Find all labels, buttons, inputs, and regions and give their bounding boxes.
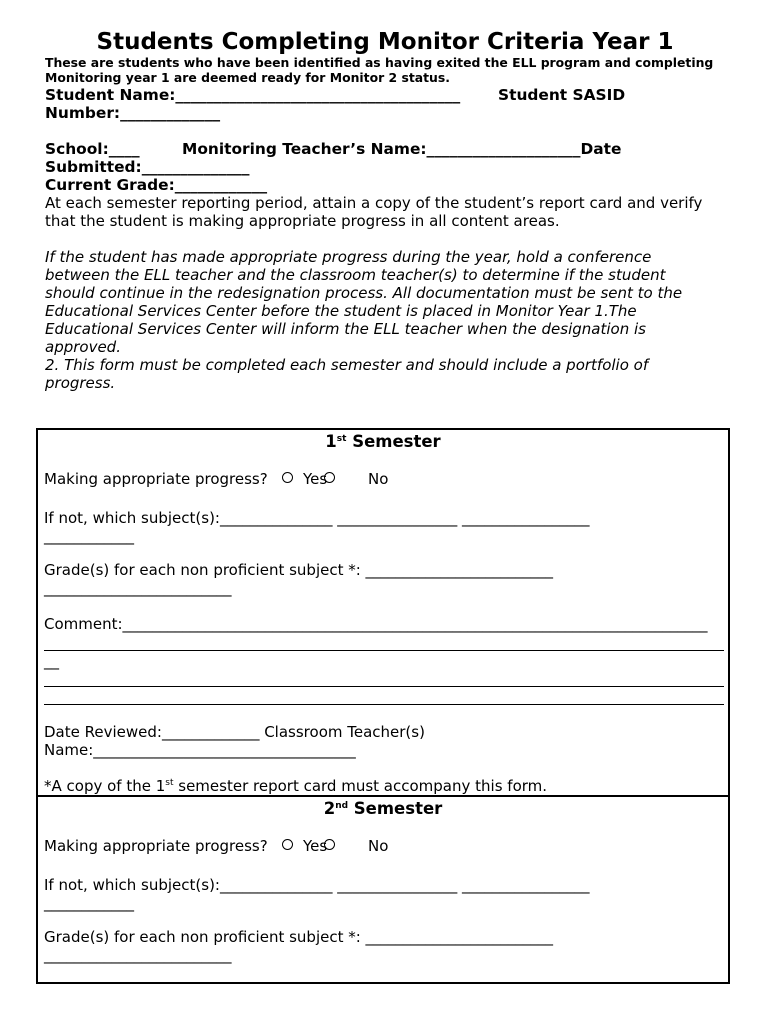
progress-question: Making appropriate progress? bbox=[44, 837, 268, 855]
note-text-end: semester report card must accompany this form. bbox=[173, 777, 548, 795]
yes-label: Yes bbox=[303, 470, 328, 488]
intro-text bbox=[45, 55, 735, 85]
semester-2-subjects-field[interactable]: If not, which subject(s):_______________ ________________ _________________ bbox=[44, 876, 590, 894]
semester-2-subjects-field-cont[interactable]: ____________ bbox=[44, 894, 134, 912]
semester-2-number: 2 bbox=[323, 799, 336, 818]
yes-radio[interactable] bbox=[282, 470, 293, 488]
instruction-line: approved. bbox=[45, 338, 121, 356]
student-sasid-label: Student SASID bbox=[498, 86, 626, 104]
current-grade-field[interactable]: Current Grade:____________ bbox=[45, 176, 268, 194]
no-radio[interactable] bbox=[324, 837, 335, 855]
monitoring-teacher-field[interactable]: Monitoring Teacher’s Name:____________________Date bbox=[182, 140, 622, 158]
yes-label: Yes bbox=[303, 837, 328, 855]
semester-2-grades-field-cont[interactable]: _________________________ bbox=[44, 946, 232, 964]
semester-2-title-text: Semester bbox=[348, 799, 443, 818]
instruction-line: progress. bbox=[45, 374, 116, 392]
progress-question: Making appropriate progress? bbox=[44, 470, 268, 488]
semester-1-progress-row bbox=[44, 470, 389, 488]
intro-line-2: Monitoring year 1 are deemed ready for Monitor 2 status. bbox=[45, 70, 450, 85]
school-row bbox=[45, 140, 745, 158]
school-field[interactable]: School:____ bbox=[45, 140, 140, 158]
yes-radio[interactable] bbox=[282, 837, 293, 855]
page-title: Students Completing Monitor Criteria Year 1 bbox=[96, 29, 674, 55]
semester-2-title bbox=[36, 799, 730, 819]
semester-2-grades-field[interactable]: Grade(s) for each non proficient subject *: _________________________ bbox=[44, 928, 554, 946]
semester-1-grades-field-cont[interactable]: _________________________ bbox=[44, 579, 232, 597]
no-label: No bbox=[368, 470, 389, 488]
intro-line-1: These are students who have been identified as having exited the ELL program and completing bbox=[45, 55, 714, 70]
semester-1-suffix: st bbox=[336, 434, 347, 444]
comment-line[interactable] bbox=[44, 650, 724, 651]
instruction-line: 2. This form must be completed each semester and should include a portfolio of bbox=[45, 356, 649, 374]
instructions-paragraph-1 bbox=[45, 194, 735, 230]
semester-1-subjects-field[interactable]: If not, which subject(s):_______________ ________________ _________________ bbox=[44, 509, 590, 527]
instruction-line: between the ELL teacher and the classroom teacher(s) to determine if the student bbox=[45, 266, 666, 284]
semester-1-grades-field[interactable]: Grade(s) for each non proficient subject *: _________________________ bbox=[44, 561, 554, 579]
no-label: No bbox=[368, 837, 389, 855]
semester-2-suffix: nd bbox=[335, 801, 349, 811]
instruction-line: Educational Services Center will inform the ELL teacher when the designation is bbox=[45, 320, 646, 338]
instruction-line: If the student has made appropriate progress during the year, hold a conference bbox=[45, 248, 652, 266]
instruction-line: At each semester reporting period, attain a copy of the student’s report card and verify bbox=[45, 194, 703, 212]
comment-line-tail[interactable]: __ bbox=[44, 652, 59, 670]
instructions-paragraph-2 bbox=[45, 248, 735, 392]
semester-1-comment-field[interactable]: Comment:______________________________________________________________________________ bbox=[44, 615, 708, 633]
radio-circle-icon[interactable] bbox=[324, 839, 335, 850]
date-submitted-field[interactable]: Submitted:______________ bbox=[45, 158, 250, 176]
instruction-line: that the student is making appropriate progress in all content areas. bbox=[45, 212, 560, 230]
instruction-line: should continue in the redesignation process. All documentation must be sent to the bbox=[45, 284, 683, 302]
instruction-line: Educational Services Center before the student is placed in Monitor Year 1.The bbox=[45, 302, 637, 320]
number-field[interactable]: Number:_____________ bbox=[45, 104, 221, 122]
semester-1-teacher-name-field[interactable]: Name:___________________________________ bbox=[44, 741, 356, 759]
student-name-field[interactable]: Student Name:_____________________________________ bbox=[45, 86, 461, 104]
comment-line[interactable] bbox=[44, 704, 724, 705]
semester-1-report-card-note bbox=[44, 777, 547, 795]
radio-circle-icon[interactable] bbox=[324, 472, 335, 483]
semester-2-progress-row bbox=[44, 837, 389, 855]
student-name-row bbox=[45, 86, 745, 104]
semester-1-number: 1 bbox=[325, 432, 337, 451]
semester-1-date-reviewed-field[interactable]: Date Reviewed:_____________ Classroom Teacher(s) bbox=[44, 723, 425, 741]
comment-line[interactable] bbox=[44, 686, 724, 687]
note-text: *A copy of the 1 bbox=[44, 777, 166, 795]
semester-1-subjects-field-cont[interactable]: ____________ bbox=[44, 527, 134, 545]
note-suffix: st bbox=[165, 778, 174, 788]
no-radio[interactable] bbox=[324, 470, 335, 488]
semester-1-title-text: Semester bbox=[346, 432, 441, 451]
radio-circle-icon[interactable] bbox=[282, 839, 293, 850]
semester-1-title bbox=[36, 432, 730, 452]
radio-circle-icon[interactable] bbox=[282, 472, 293, 483]
